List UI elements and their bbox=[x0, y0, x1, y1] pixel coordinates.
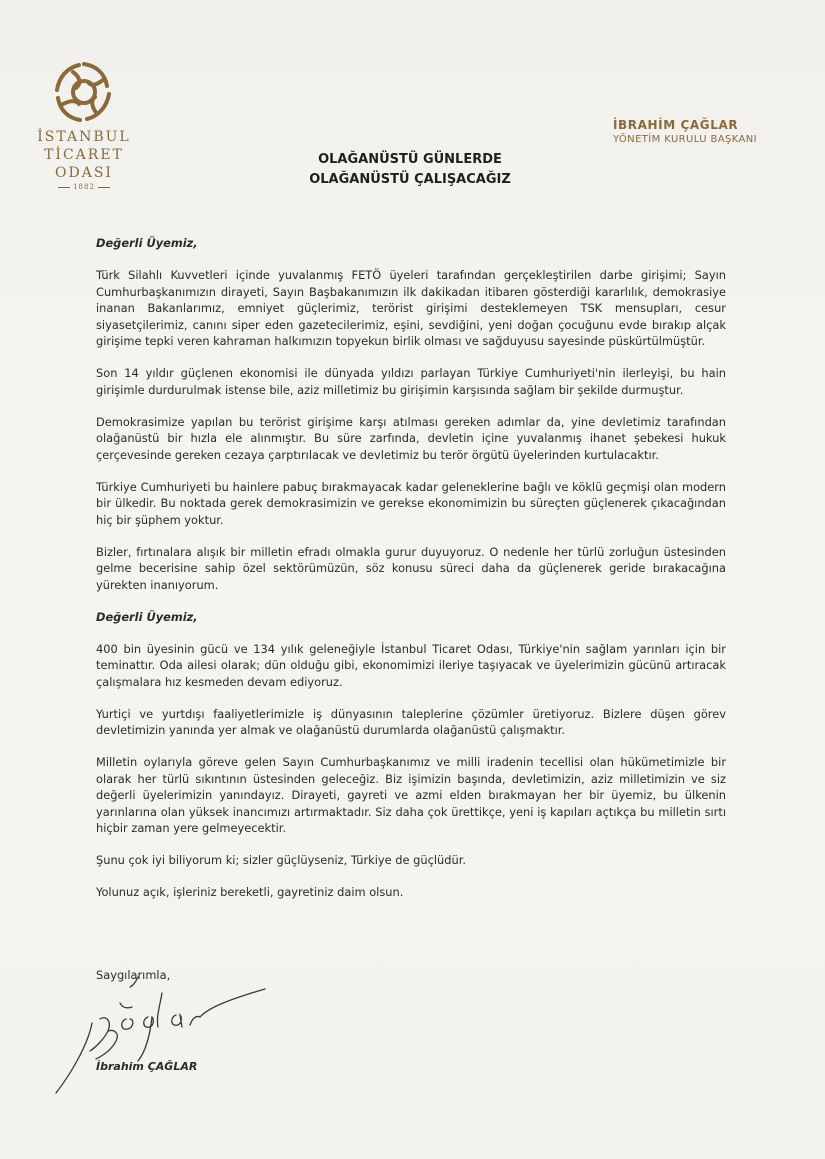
logo-year-row bbox=[34, 183, 134, 191]
handwritten-signature bbox=[50, 975, 280, 1100]
logo-year: 1882 bbox=[73, 183, 95, 191]
closing: Saygılarımla, bbox=[96, 968, 171, 982]
knot-emblem-icon bbox=[51, 60, 117, 124]
paragraph-7: Yurtiçi ve yurtdışı faaliyetlerimizle iş dünyasının taleplerine çözümler üretiyoruz. Bizlere düşen görev devletimizin yanında yer almak ve olağanüstü durumlarda olağanüstü çalışmaktır. bbox=[96, 706, 726, 737]
logo-line-3: ODASI bbox=[55, 165, 113, 181]
logo-year-rule-left bbox=[58, 187, 70, 188]
paragraph-2: Son 14 yıldır güçlenen ekonomisi ile dünyada yıldızı parlayan Türkiye Cumhuriyeti'nin ilerleyişi, bu hain girişimle durdurulmak istense bile, aziz milletimiz bu girişimin karşısında sağlam bir şekilde durmuştur. bbox=[96, 366, 726, 397]
paragraph-5: Bizler, fırtınalara alışık bir milletin efradı olmakla gurur duyuyoruz. O nedenle her türlü zorluğun üstesinden gelme becerisine sahip özel sektörümüzün, söz konusu süreci daha da güçlenerek geride bırakacağına yürekten inanıyorum. bbox=[96, 544, 726, 592]
salutation-2: Değerli Üyemiz, bbox=[96, 609, 198, 624]
paragraph-3: Demokrasimize yapılan bu terörist girişime karşı atılması gereken adımlar da, yine devletimiz tarafından olağanüstü bir hızla ele alınmıştır. Bu süre zarfında, devletin içine yuvalanmış ihanet şebekesi hukuk çerçevesinde gereken cezaya çarptırılacak ve devletimiz bu terör örgütü üyelerinden kurtulacaktır. bbox=[96, 414, 726, 462]
letter-body bbox=[96, 235, 726, 916]
signer-name: İbrahim ÇAĞLAR bbox=[96, 1060, 198, 1073]
headline bbox=[210, 150, 610, 190]
paragraph-8: Milletin oylarıyla göreve gelen Sayın Cumhurbaşkanımız ve milli iradenin tecellisi olan hükümetimizle bir olarak her türlü sıkıntının üstesinden geleceğiz. Biz işimizin başında, devletimizin, aziz milletimizin ve siz değerli üyelerimizin yanındayız. Dirayeti, gayreti ve azmi elden bırakmayan her bir üyemiz, bu ülkenin yarınlarına olan yüksek inancımızı artırmaktadır. Siz daha çok ürettikçe, yeni iş kapıları açtıkça bu milletin sırtı hiçbir zaman yere gelmeyecektir. bbox=[96, 755, 726, 835]
paragraph-6: 400 bin üyesinin gücü ve 134 yılık geleneğiyle İstanbul Ticaret Odası, Türkiye'nin sağlam yarınları için bir teminattır. Oda ailesi olarak; dün olduğu gibi, ekonomimizi ileriye taşıyacak ve üyelerimizin gücünü artıracak çalışmalara hız kesmeden devam ediyoruz. bbox=[96, 641, 726, 689]
paragraph-9: Şunu çok iyi biliyorum ki; sizler güçlüyseniz, Türkiye de güçlüdür. bbox=[96, 853, 466, 867]
salutation: Değerli Üyemiz, bbox=[96, 236, 198, 250]
logo-line-2: TİCARET bbox=[44, 147, 124, 163]
president-block bbox=[613, 118, 757, 145]
paragraph-4: Türkiye Cumhuriyeti bu hainlere pabuç bırakmayacak kadar geleneklerine bağlı ve köklü geçmişi olan modern bir ülkedir. Bu noktada gerek demokrasimizin ve gerekse ekonomimizin bu süreçten güçlenerek çıkacağından hiç bir şüphem yoktur. bbox=[96, 479, 726, 527]
president-name: İBRAHİM ÇAĞLAR bbox=[612, 118, 739, 132]
president-title: YÖNETİM KURULU BAŞKANI bbox=[612, 134, 757, 145]
paragraph-1: Türk Silahlı Kuvvetleri içinde yuvalanmış FETÖ üyeleri tarafından gerçekleştirilen darbe girişimi; Sayın Cumhurbaşkanımızın dirayeti, Sayın Başbakanımızın ilk dakikadan itibaren gösterdiği kararlılık, demokrasiye inanan Bakanlarımız, emniyet güçlerimiz, terörist girişimi desteklemeyen TSK mensupları, cesur siyasetçilerimiz, canını siper eden gazetecilerimiz, eşini, sevdiğini, yeni doğan çocuğunu evde bırakıp alçak girişime tepki veren kahraman halkımızın topyekun birlik olması ve sağduyusu sayesinde püskürtülmüştür. bbox=[96, 268, 726, 348]
chamber-logo bbox=[34, 60, 134, 191]
logo-line-1: İSTANBUL bbox=[37, 129, 131, 145]
paragraph-10: Yolunuz açık, işleriniz bereketli, gayretiniz daim olsun. bbox=[96, 885, 404, 899]
headline-line-2: OLAĞANÜSTÜ ÇALIŞACAĞIZ bbox=[309, 172, 511, 187]
logo-year-rule-right bbox=[98, 187, 110, 188]
headline-line-1: OLAĞANÜSTÜ GÜNLERDE bbox=[318, 152, 502, 167]
